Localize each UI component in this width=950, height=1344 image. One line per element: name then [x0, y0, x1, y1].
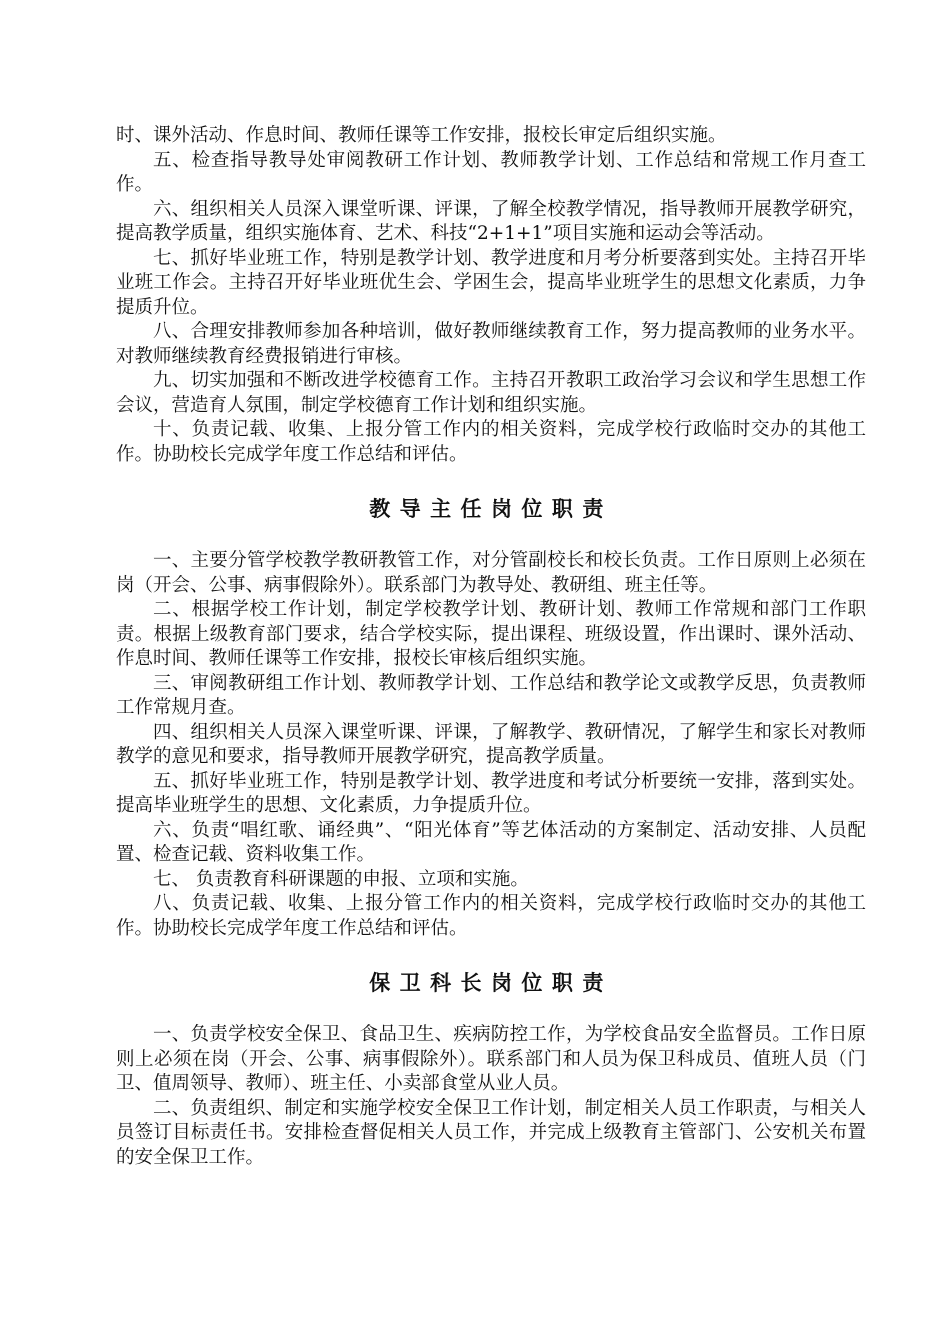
paragraph: 六、负责“唱红歌、诵经典”、“阳光体育”等艺体活动的方案制定、活动安排、人员配置、检查记载、资料收集工作。	[116, 819, 866, 865]
paragraph: 一、负责学校安全保卫、食品卫生、疾病防控工作，为学校食品安全监督员。工作日原则上必须在岗（开会、公事、病事假除外）。联系部门和人员为保卫科成员、值班人员（门卫、值周领导、教师）、班主任、小卖部食堂从业人员。	[116, 1024, 866, 1094]
section-title-dean: 教导主任岗位职责	[369, 496, 613, 521]
paragraph: 七、抓好毕业班工作，特别是教学计划、教学进度和月考分析要落到实处。主持召开毕业班工作会。主持召开好毕业班优生会、学困生会，提高毕业班学生的思想文化素质，力争提质升位。	[116, 247, 866, 318]
paragraph: 八、负责记载、收集、上报分管工作内的相关资料，完成学校行政临时交办的其他工作。协助校长完成学年度工作总结和评估。	[116, 893, 866, 939]
paragraph: 三、审阅教研组工作计划、教师教学计划、工作总结和教学论文或教学反思，负责教师工作常规月查。	[116, 672, 866, 718]
paragraph: 四、组织相关人员深入课堂听课、评课，了解教学、教研情况，了解学生和家长对教师教学的意见和要求，指导教师开展教学研究，提高教学质量。	[116, 721, 866, 767]
paragraph: 十、负责记载、收集、上报分管工作内的相关资料，完成学校行政临时交办的其他工作。协助校长完成学年度工作总结和评估。	[116, 419, 866, 465]
paragraph: 时、课外活动、作息时间、教师任课等工作安排，报校长审定后组织实施。	[116, 125, 727, 146]
section-title-security: 保卫科长岗位职责	[369, 970, 613, 995]
paragraph: 五、抓好毕业班工作，特别是教学计划、教学进度和考试分析要统一安排，落到实处。提高毕业班学生的思想、文化素质，力争提质升位。	[116, 770, 866, 816]
paragraph: 八、合理安排教师参加各种培训，做好教师继续教育工作，努力提高教师的业务水平。对教师继续教育经费报销进行审核。	[116, 321, 866, 367]
paragraph: 六、组织相关人员深入课堂听课、评课，了解全校教学情况，指导教师开展教学研究，提高教学质量，组织实施体育、艺术、科技“2+1+1”项目实施和运动会等活动。	[116, 198, 866, 244]
paragraph: 一、主要分管学校教学教研教管工作，对分管副校长和校长负责。工作日原则上必须在岗（开会、公事、病事假除外）。联系部门为教导处、教研组、班主任等。	[116, 550, 866, 596]
paragraph: 二、根据学校工作计划，制定学校教学计划、教研计划、教师工作常规和部门工作职责。根据上级教育部门要求，结合学校实际，提出课程、班级设置，作出课时、课外活动、作息时间、教师任课等工作安排，报校长审核后组织实施。	[116, 599, 866, 669]
paragraph: 二、负责组织、制定和实施学校安全保卫工作计划，制定相关人员工作职责，与相关人员签订目标责任书。安排检查督促相关人员工作，并完成上级教育主管部门、公安机关布置的安全保卫工作。	[116, 1097, 866, 1168]
paragraph: 五、检查指导教导处审阅教研工作计划、教师教学计划、工作总结和常规工作月查工作。	[116, 149, 866, 195]
document-page	[116, 124, 866, 1170]
paragraph: 七、 负责教育科研课题的申报、立项和实施。	[153, 868, 529, 890]
paragraph: 九、切实加强和不断改进学校德育工作。主持召开教职工政治学习会议和学生思想工作会议，营造育人氛围，制定学校德育工作计划和组织实施。	[116, 370, 866, 416]
